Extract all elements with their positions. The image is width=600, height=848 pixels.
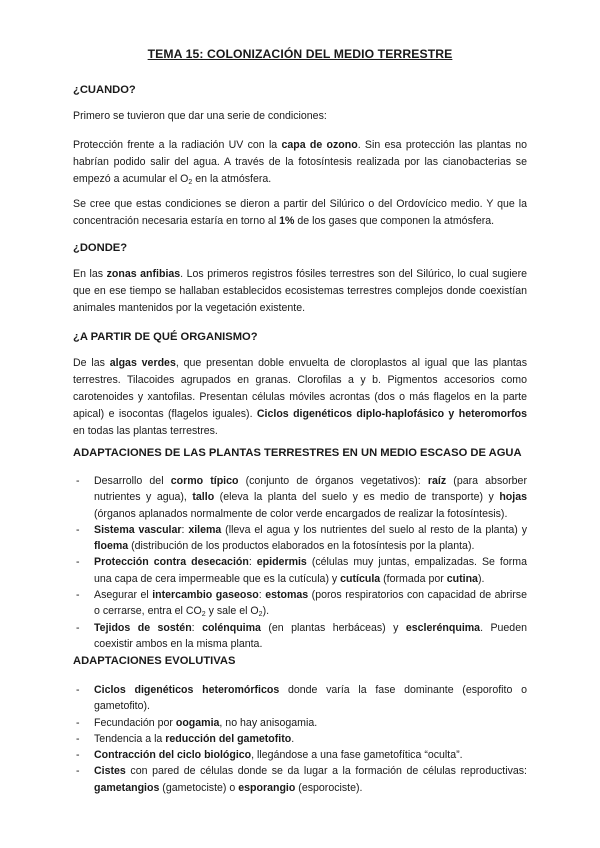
list-item: - Tendencia a la reducción del gametofito. xyxy=(76,732,295,745)
list-item: - Cistes con pared de células donde se da lugar a la formación de células reproductivas: gametangios (gametociste) o esporangio (esporociste). xyxy=(76,765,527,794)
list-item: - Protección contra desecación: epidermis (células muy juntas, empalizadas. Se forma una capa de cera impermeable que es la cutícula) y cutícula (formada por cutina). xyxy=(76,556,527,585)
list-item: - Tejidos de sostén: colénquima (en plantas herbáceas) y esclerénquima. Pueden coexistir ambos en la misma planta. xyxy=(76,621,527,650)
term-green-algae: algas verdes xyxy=(109,357,176,369)
term-amphibian-zones: zonas anfibias xyxy=(106,268,181,280)
list-item: - Contracción del ciclo biológico, llegándose a una fase gametofítica “oculta”. xyxy=(76,749,463,762)
paragraph-conditions: Primero se tuvieron que dar una serie de condiciones: xyxy=(73,110,327,122)
adaptations-list xyxy=(73,473,527,652)
list-item: - Ciclos digenéticos heteromórficos donde varía la fase dominante (esporofito o gametofito). xyxy=(76,684,527,713)
term-digenetic-cycles: Ciclos digenéticos diplo-haplofásico y heteromorfos xyxy=(256,408,528,420)
document-title: TEMA 15: COLONIZACIÓN DEL MEDIO TERRESTRE xyxy=(147,47,453,61)
heading-organismo: ¿A PARTIR DE QUÉ ORGANISMO? xyxy=(73,331,258,343)
list-item: - Sistema vascular: xilema (lleva el agua y los nutrientes del suelo al resto de la planta) y floema (distribución de los productos elaborados en la fotosíntesis por la planta). xyxy=(76,523,527,553)
evolutive-list xyxy=(73,682,527,796)
heading-cuando: ¿CUANDO? xyxy=(73,84,136,96)
paragraph-silurian: Se cree que estas condiciones se dieron a partir del Silúrico o del Ordovícico medio. Y que la concentración necesaria estaría en torno al 1% de los gases que componen la atmósfera. xyxy=(73,198,527,227)
heading-adaptaciones: ADAPTACIONES DE LAS PLANTAS TERRESTRES EN UN MEDIO ESCASO DE AGUA xyxy=(73,447,522,459)
paragraph-ozone: Protección frente a la radiación UV con la capa de ozono. Sin esa protección las plantas no habrían podido salir del agua. A través de la fotosíntesis realizada por las cianobacterias se empezó a acumular el $O_2$ en la atmósfera. xyxy=(73,139,528,186)
list-item: - Asegurar el intercambio gaseoso: estomas (poros respiratorios con capacidad de abrirse o cerrarse, entra el $CO_2$ y sale el $O_2$). xyxy=(76,589,527,619)
list-item: - Desarrollo del cormo típico (conjunto de órganos vegetativos): raíz (para absorber nutrientes y agua), tallo (eleva la planta del suelo y es medio de transporte) y hojas (órganos aplanados normalmente de color verde encargados de realizar la fotosíntesis). xyxy=(76,475,527,520)
list-item: - Fecundación por oogamia, no hay anisogamia. xyxy=(76,716,318,729)
heading-evolutivas: ADAPTACIONES EVOLUTIVAS xyxy=(73,655,236,667)
paragraph-amphibian-zones: En las zonas anfibias. Los primeros registros fósiles terrestres son del Silúrico, lo cual sugiere que en ese tiempo se hallaban establecidos ecosistemas terrestres complejos donde coexistían animales mantenidos por la vegetación existente. xyxy=(73,268,527,314)
paragraph-green-algae: De las algas verdes, que presentan doble envuelta de cloroplastos al igual que las plantas terrestres. Tilacoides agrupados en granas. Clorofilas a y b. Pigmentos accesorios como carotenoides y xantofilas. Presentan células móviles acrontas (dos o más flagelos en la parte apical) e isocontas (flagelos iguales). Ciclos digenéticos diplo-haplofásico y heteromorfos en todas las plantas terrestres. xyxy=(73,357,528,437)
term-one-percent: 1% xyxy=(279,215,295,227)
heading-donde: ¿DONDE? xyxy=(73,242,128,254)
term-ozone-layer: capa de ozono xyxy=(281,139,358,151)
